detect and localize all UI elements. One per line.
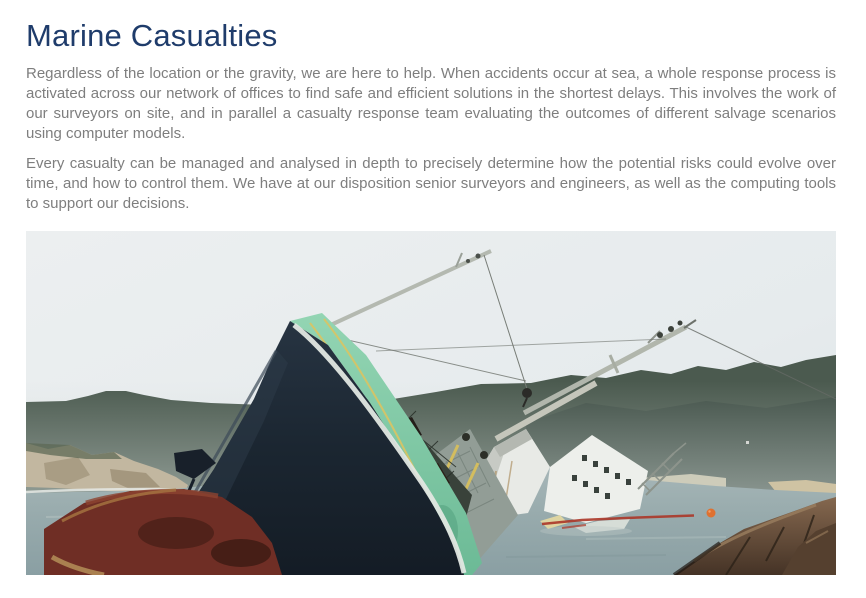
page-title: Marine Casualties — [26, 18, 278, 53]
capsized-ship-illustration — [26, 231, 836, 575]
intro-paragraph: Regardless of the location or the gravity, we are here to help. When accidents occur at sea, a whole response process is activated across our network of offices to find safe and efficient solutions in the shortest delays. This involves the work of our surveyors on site, and in parallel a casualty response team evaluating the outcomes of different salvage scenarios using computer models. — [26, 65, 836, 142]
casualty-photo — [26, 231, 836, 575]
detail-paragraph: Every casualty can be managed and analysed in depth to precisely determine how the potential risks could evolve over time, and how to control them. We have at our disposition senior surveyors and engineers, as well as the computing tools to support our decisions. — [26, 155, 836, 212]
